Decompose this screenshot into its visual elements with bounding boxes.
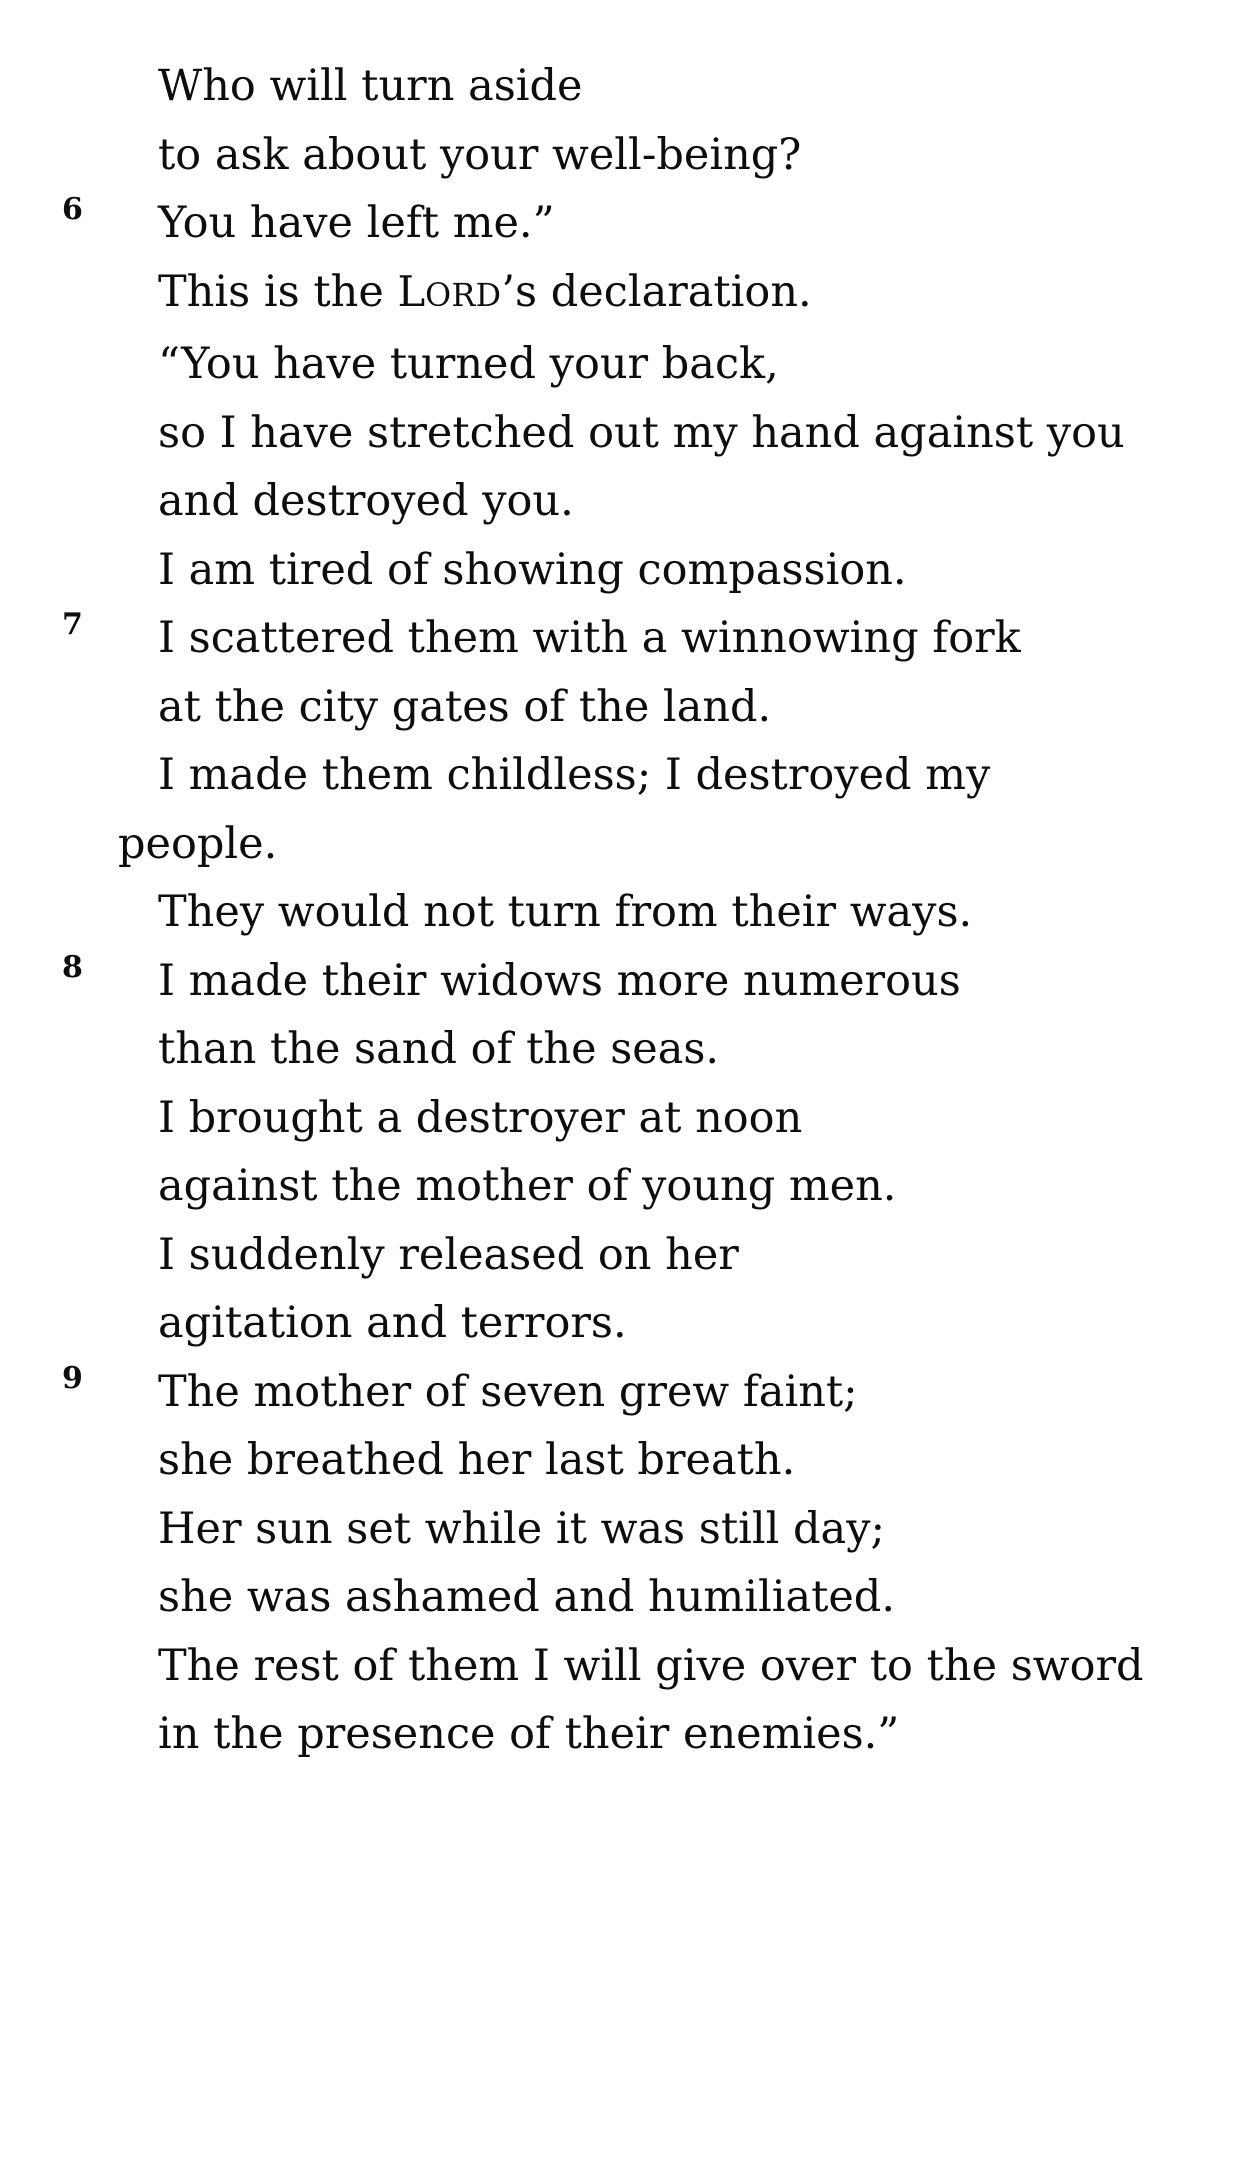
poetic-line-verse-8: [62, 947, 1162, 1016]
line-text: I made them childless; I destroyed my people.: [118, 750, 991, 869]
line-text: [158, 267, 812, 317]
verse-number: 8: [62, 949, 83, 985]
line-text: The mother of seven grew faint;: [158, 1366, 858, 1417]
poetic-line-verse-7: [62, 604, 1162, 673]
line-text: I brought a destroyer at noon: [158, 1092, 803, 1143]
line-text: Who will turn aside: [158, 61, 583, 111]
poetic-line: [78, 673, 1162, 742]
line-text-suffix: ’s declaration.: [501, 266, 812, 317]
verse-number: 6: [62, 192, 83, 227]
line-text-prefix: This is the: [158, 266, 398, 317]
line-text: at the city gates of the land.: [158, 681, 772, 732]
poetic-line: [78, 1289, 1162, 1358]
line-text: than the sand of the seas.: [158, 1024, 720, 1074]
poetic-line: [78, 1221, 1162, 1290]
divine-name-smallcaps: ORD: [425, 277, 502, 314]
poetic-line: [78, 1426, 1162, 1495]
poetic-line: [78, 878, 1162, 947]
line-text: and destroyed you.: [158, 476, 574, 526]
line-text: “You have turned your back,: [158, 339, 779, 389]
line-text: she was ashamed and humiliated.: [158, 1572, 896, 1622]
line-text: Her sun set while it was still day;: [158, 1503, 885, 1554]
poetic-line: [78, 1084, 1162, 1153]
poetic-line: [78, 330, 1162, 399]
divine-name-capital: L: [397, 266, 426, 316]
line-text: You have left me.”: [158, 198, 555, 248]
verse-number: 9: [62, 1360, 83, 1396]
poetic-line: [78, 399, 1162, 468]
poetic-line-verse-6: [62, 189, 1162, 258]
poetic-line: [78, 467, 1162, 536]
divine-name: [397, 267, 501, 316]
line-text: I made their widows more numerous: [158, 955, 961, 1006]
poetic-line: [78, 1563, 1162, 1632]
poetic-line: [78, 1632, 1162, 1701]
poetic-line: [78, 1495, 1162, 1564]
line-text: in the presence of their enemies.”: [158, 1709, 900, 1759]
poetic-line: [78, 741, 1162, 878]
line-text: I am tired of showing compassion.: [158, 544, 907, 595]
poetic-line: [78, 52, 1162, 121]
line-text: so I have stretched out my hand against you: [158, 407, 1125, 458]
verse-number: 7: [62, 607, 83, 642]
poetic-line-lord-declaration: [78, 258, 1162, 331]
line-text: to ask about your well-being?: [158, 129, 802, 180]
poetic-line: [78, 536, 1162, 605]
poetic-line: [78, 1152, 1162, 1221]
poetic-line: [78, 1700, 1162, 1769]
line-text: agitation and terrors.: [158, 1298, 627, 1348]
poetic-line: [78, 1015, 1162, 1084]
line-text: she breathed her last breath.: [158, 1435, 796, 1485]
line-text: I suddenly released on her: [158, 1229, 739, 1280]
line-text: They would not turn from their ways.: [158, 887, 973, 937]
poetic-line-verse-9: [62, 1358, 1162, 1427]
poetic-line: [78, 121, 1162, 190]
line-text: against the mother of young men.: [158, 1161, 897, 1211]
scripture-passage: [62, 52, 1162, 1769]
line-text: I scattered them with a winnowing fork: [158, 613, 1021, 663]
line-text: The rest of them I will give over to the sword: [158, 1640, 1144, 1691]
